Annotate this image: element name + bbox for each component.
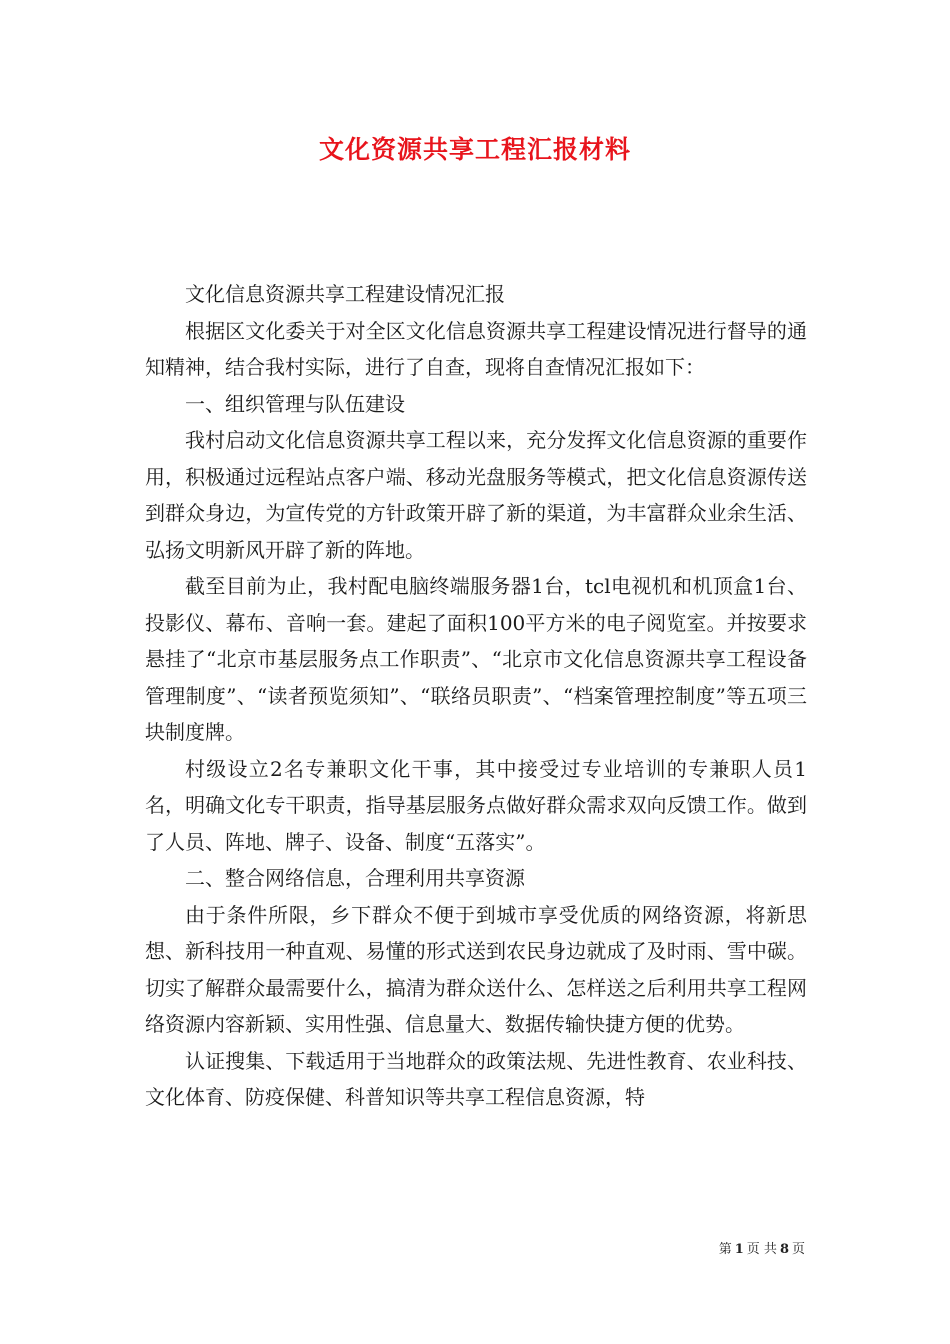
total-pages-number: 8: [779, 1242, 789, 1257]
paragraph-project-launch: 我村启动文化信息资源共享工程以来，充分发挥文化信息资源的重要作用，积极通过远程站点客户端、移动光盘服务等模式，把文化信息资源传送到群众身边，为宣传党的方针政策开辟了新的渠道，为丰富群众业余生活、弘扬文明新风开辟了新的阵地。: [145, 428, 807, 562]
section-heading-organization: 一、组织管理与队伍建设: [185, 391, 405, 416]
paragraph-collection: 认证搜集、下载适用于当地群众的政策法规、先进性教育、农业科技、文化体育、防疫保健、科普知识等共享工程信息资源，特: [145, 1048, 807, 1109]
current-page-number: 1: [734, 1242, 744, 1257]
section-heading-network: 二、整合网络信息，合理利用共享资源: [185, 866, 525, 890]
paragraph-intro: 根据区文化委关于对全区文化信息资源共享工程建设情况进行督导的通知精神，结合我村实际，进行了自查，现将自查情况汇报如下：: [145, 318, 807, 379]
page-footer: [719, 1240, 805, 1260]
paragraph-equipment: 截至目前为止，我村配电脑终端服务器1台，tcl电视机和机顶盒1台、投影仪、幕布、音响一套。建起了面积100平方米的电子阅览室。并按要求悬挂了“北京市基层服务点工作职责”、“北京市文化信息资源共享工程设备管理制度”、“读者预览须知”、“联络员职责”、“档案管理控制度”等五项三块制度牌。: [145, 574, 807, 744]
page-title: 文化资源共享工程汇报材料: [318, 135, 631, 164]
paragraph-network-resources: 由于条件所限，乡下群众不便于到城市享受优质的网络资源，将新思想、新科技用一种直观、易懂的形式送到农民身边就成了及时雨、雪中碳。切实了解群众最需要什么，搞清为群众送什么、怎样送之后利用共享工程网络资源内容新颖、实用性强、信息量大、数据传输快捷方便的优势。: [145, 902, 807, 1036]
paragraph-staffing: 村级设立2名专兼职文化干事，其中接受过专业培训的专兼职人员1名，明确文化专干职责，指导基层服务点做好群众需求双向反馈工作。做到了人员、阵地、牌子、设备、制度“五落实”。: [145, 756, 807, 854]
footer-middle: 页 共: [746, 1242, 777, 1257]
paragraph-report-heading: 文化信息资源共享工程建设情况汇报: [185, 282, 505, 306]
footer-suffix: 页: [791, 1242, 805, 1257]
document-body: [145, 276, 807, 1116]
footer-prefix: 第: [718, 1242, 732, 1257]
